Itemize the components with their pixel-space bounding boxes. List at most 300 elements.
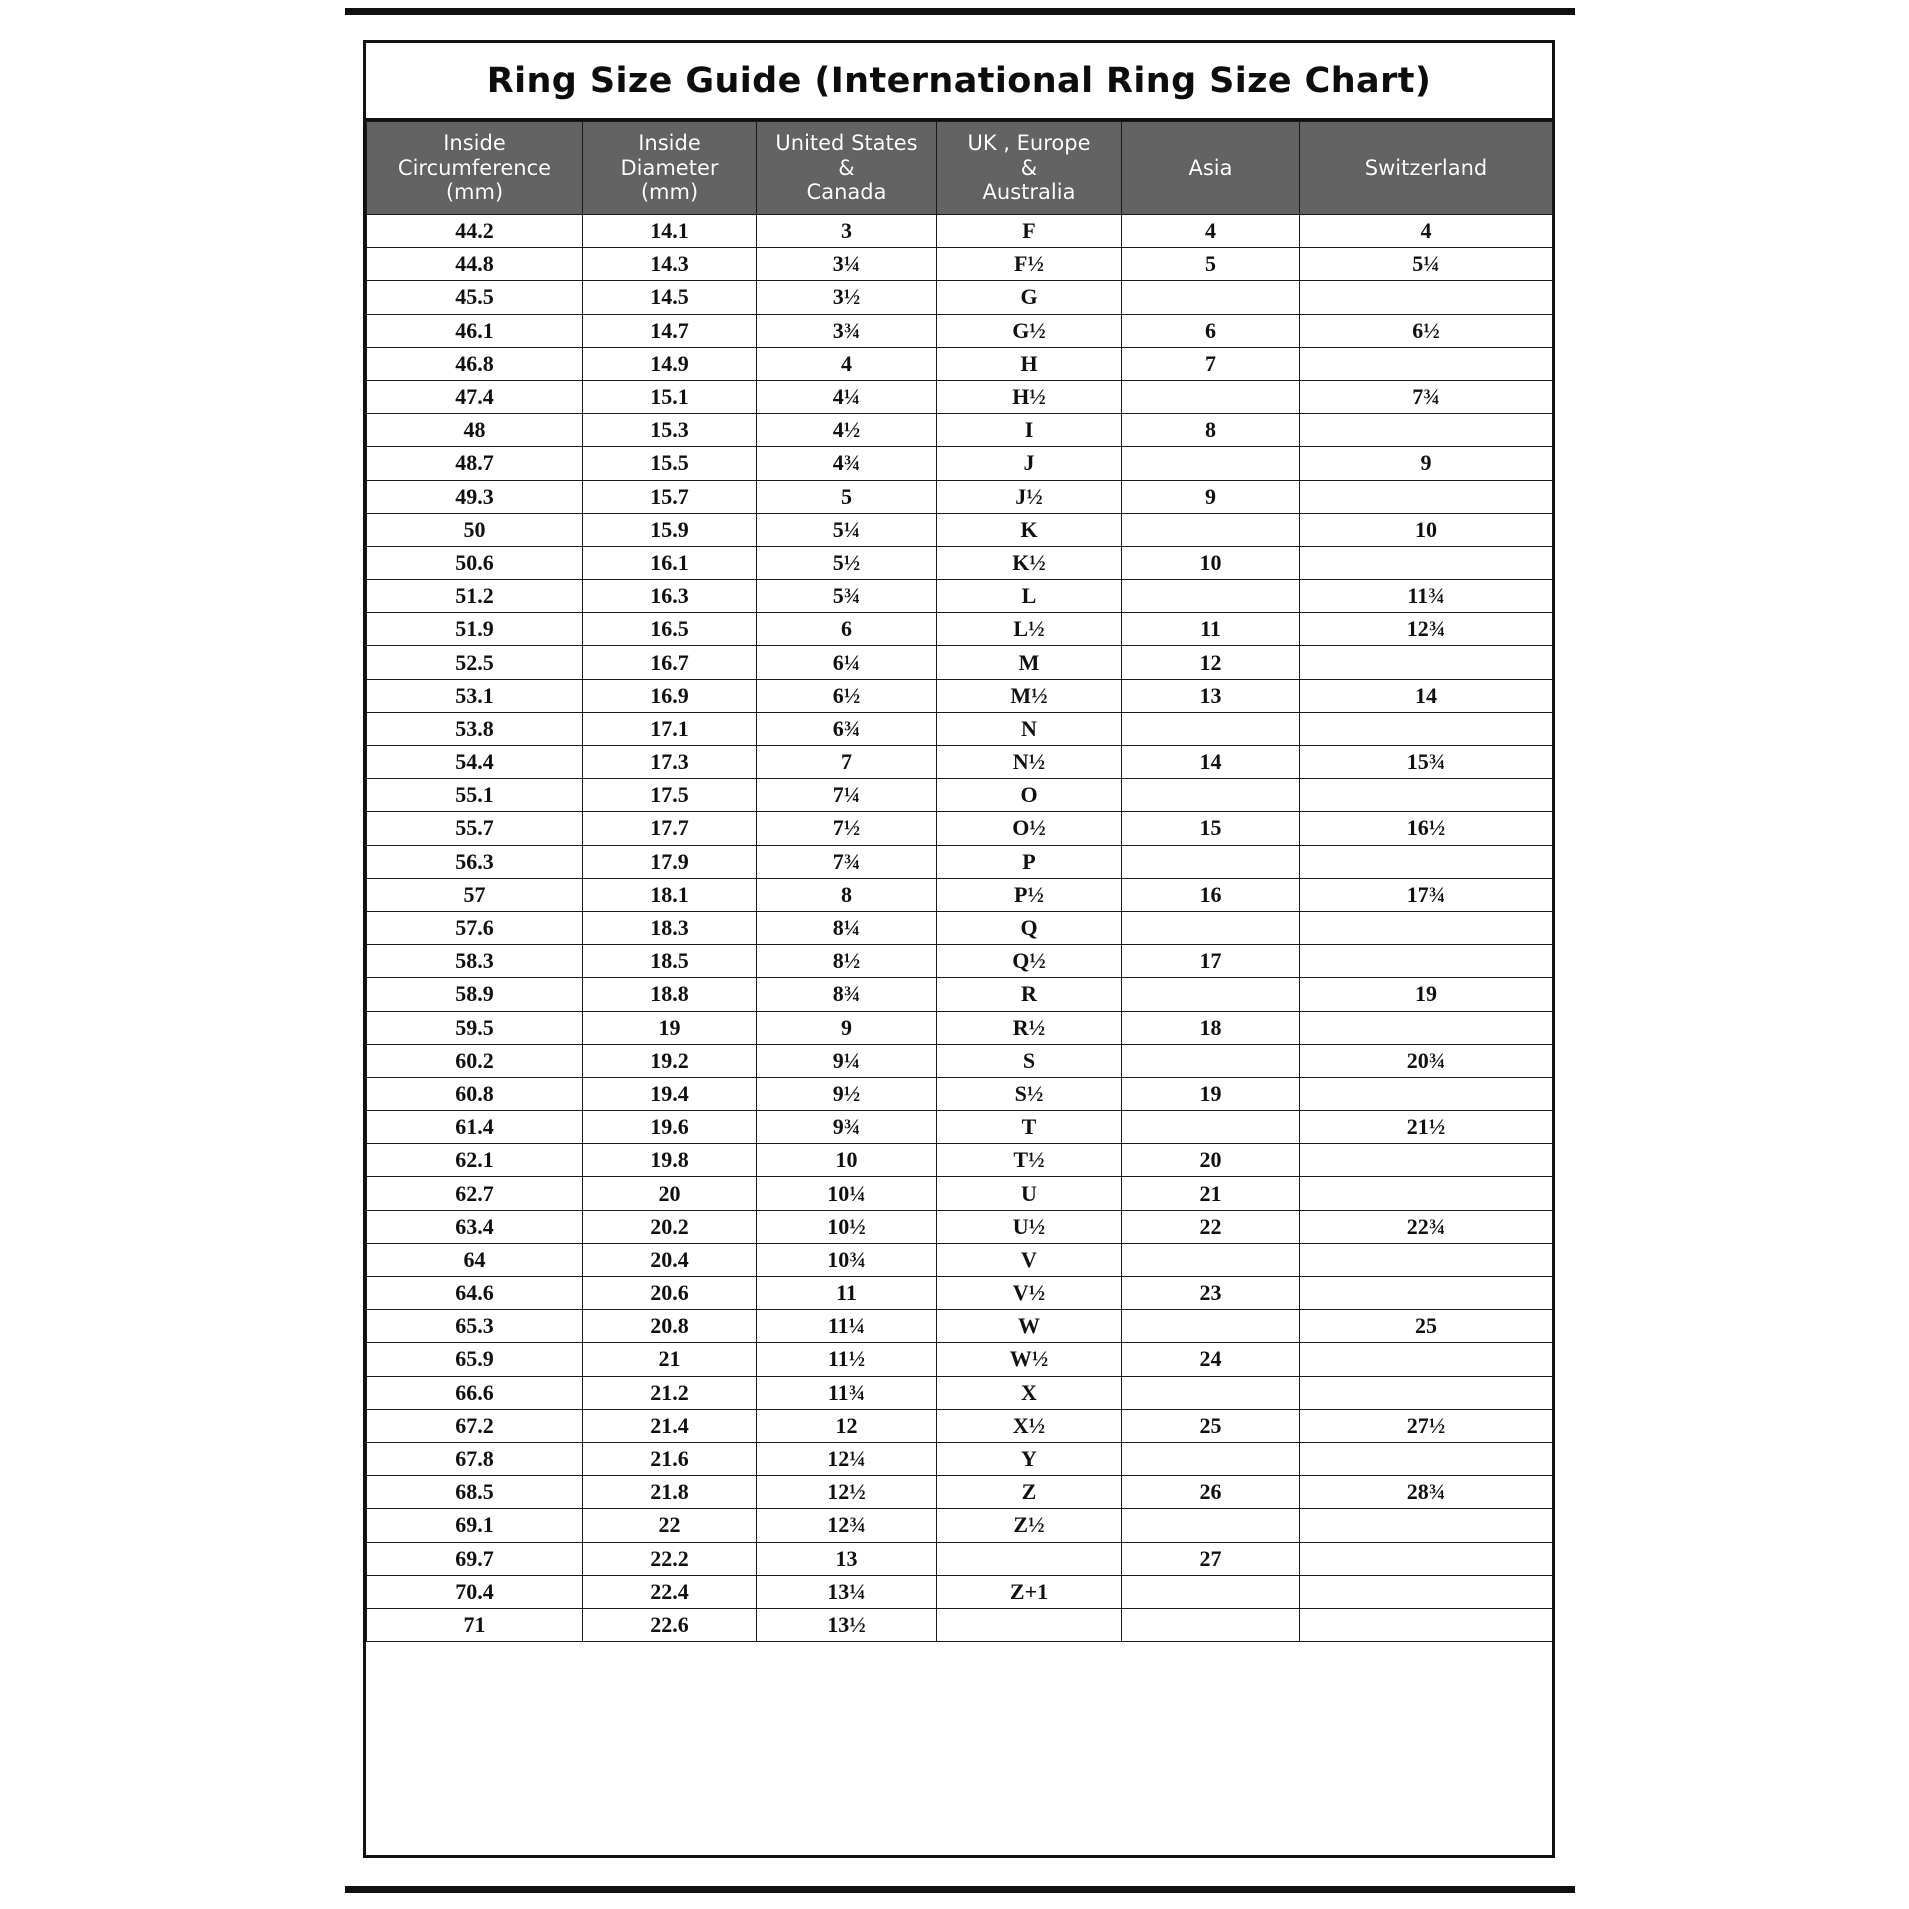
table-cell [1122,978,1300,1011]
table-cell: 21 [1122,1177,1300,1210]
table-row [367,712,1553,745]
table-cell: 55.7 [367,812,583,845]
table-cell [1122,580,1300,613]
table-cell: 16½ [1300,812,1553,845]
table-cell [1300,1077,1553,1110]
column-header-line: Australia [982,180,1076,205]
table-cell: 5¼ [757,513,937,546]
table-cell: 3 [757,215,937,248]
table-cell [1122,1509,1300,1542]
table-cell: 15¾ [1300,746,1553,779]
table-header [367,122,1553,215]
table-cell: 5½ [757,546,937,579]
column-header-5 [1300,122,1553,215]
table-row [367,1310,1553,1343]
table-cell [1122,1442,1300,1475]
table-row [367,215,1553,248]
table-cell [1300,480,1553,513]
table-cell: Z½ [937,1509,1122,1542]
table-cell: O [937,779,1122,812]
table-row [367,1210,1553,1243]
table-cell: 3½ [757,281,937,314]
table-cell [1122,1608,1300,1641]
table-cell [1122,513,1300,546]
table-cell: V [937,1243,1122,1276]
table-row [367,513,1553,546]
table-row [367,546,1553,579]
table-row [367,845,1553,878]
table-cell: 21.2 [583,1376,757,1409]
table-cell: 9 [1300,447,1553,480]
table-cell: 15.1 [583,380,757,413]
table-cell: K [937,513,1122,546]
column-header-line: Canada [806,180,887,205]
table-cell: 5 [757,480,937,513]
table-cell: 21.8 [583,1476,757,1509]
table-cell [1122,911,1300,944]
chart-frame [363,40,1555,1858]
table-cell: 25 [1122,1409,1300,1442]
table-row [367,1476,1553,1509]
table-cell: 18.8 [583,978,757,1011]
table-cell: 7¾ [757,845,937,878]
column-header-line: & [1020,155,1038,180]
table-cell: 19.4 [583,1077,757,1110]
table-cell: 4 [757,347,937,380]
table-cell [1122,447,1300,480]
column-header-1 [583,122,757,215]
table-cell: 14.9 [583,347,757,380]
table-cell [1122,712,1300,745]
table-cell [1122,1243,1300,1276]
table-cell: 21.4 [583,1409,757,1442]
table-cell: 14 [1300,679,1553,712]
table-cell: 20¾ [1300,1044,1553,1077]
table-cell: 17.1 [583,712,757,745]
table-cell: M½ [937,679,1122,712]
table-cell [1300,1011,1553,1044]
table-row [367,613,1553,646]
table-cell: 46.1 [367,314,583,347]
table-cell: 67.8 [367,1442,583,1475]
table-cell [1300,845,1553,878]
table-row [367,779,1553,812]
table-cell: 61.4 [367,1111,583,1144]
table-cell: 50 [367,513,583,546]
table-cell: 45.5 [367,281,583,314]
table-row [367,646,1553,679]
table-cell: 53.1 [367,679,583,712]
table-cell: 15.9 [583,513,757,546]
chart-title-bar [366,43,1552,121]
table-cell: 19 [1122,1077,1300,1110]
table-cell: 62.1 [367,1144,583,1177]
table-cell: 7¾ [1300,380,1553,413]
column-header-line: & [838,155,855,180]
table-cell: 20.8 [583,1310,757,1343]
table-cell: 22 [583,1509,757,1542]
table-cell: V½ [937,1277,1122,1310]
table-cell [1122,1575,1300,1608]
table-cell: 11¾ [757,1376,937,1409]
table-cell: F½ [937,248,1122,281]
table-cell: 13½ [757,1608,937,1641]
table-cell [1122,1111,1300,1144]
column-header-0 [367,122,583,215]
table-cell: 12¾ [757,1509,937,1542]
table-cell: 19 [1300,978,1553,1011]
table-cell: 5¾ [757,580,937,613]
table-cell: F [937,215,1122,248]
table-cell: 14 [1122,746,1300,779]
table-cell: 8¼ [757,911,937,944]
table-cell: 6¼ [757,646,937,679]
table-cell [1122,281,1300,314]
table-cell: 58.3 [367,945,583,978]
table-cell: 6¾ [757,712,937,745]
table-cell: 16.7 [583,646,757,679]
table-cell: 22.2 [583,1542,757,1575]
table-cell: R [937,978,1122,1011]
table-cell [1300,414,1553,447]
table-cell: 66.6 [367,1376,583,1409]
table-cell: 22.6 [583,1608,757,1641]
table-cell [1300,1608,1553,1641]
table-cell: 19.6 [583,1111,757,1144]
table-cell: 22.4 [583,1575,757,1608]
table-cell: U [937,1177,1122,1210]
table-cell: Z+1 [937,1575,1122,1608]
table-cell: 27½ [1300,1409,1553,1442]
table-cell [937,1542,1122,1575]
table-row [367,1343,1553,1376]
table-cell: 15.3 [583,414,757,447]
table-cell: 9 [1122,480,1300,513]
table-cell: 8 [757,878,937,911]
table-row [367,580,1553,613]
table-cell: 69.1 [367,1509,583,1542]
table-cell: 16.3 [583,580,757,613]
table-cell: W½ [937,1343,1122,1376]
table-cell: 7 [757,746,937,779]
table-row [367,347,1553,380]
table-cell: 56.3 [367,845,583,878]
table-cell: G [937,281,1122,314]
table-cell: L½ [937,613,1122,646]
table-row [367,1575,1553,1608]
table-cell: 18 [1122,1011,1300,1044]
table-cell: 3¾ [757,314,937,347]
bottom-rule [345,1886,1575,1893]
table-cell: 22¾ [1300,1210,1553,1243]
table-row [367,281,1553,314]
table-cell: 17¾ [1300,878,1553,911]
table-row [367,878,1553,911]
table-cell: 22 [1122,1210,1300,1243]
column-header-line: Circumference [397,155,552,180]
table-cell: K½ [937,546,1122,579]
table-cell: 15.5 [583,447,757,480]
table-cell: 55.1 [367,779,583,812]
table-row [367,1111,1553,1144]
table-cell: 11¼ [757,1310,937,1343]
table-row [367,480,1553,513]
table-row [367,1376,1553,1409]
table-cell [1300,281,1553,314]
table-cell: 14.7 [583,314,757,347]
table-cell: 4 [1122,215,1300,248]
table-cell: 70.4 [367,1575,583,1608]
table-cell: 65.9 [367,1343,583,1376]
table-cell: 8¾ [757,978,937,1011]
table-cell: 7¼ [757,779,937,812]
table-row [367,1044,1553,1077]
table-cell [1300,1542,1553,1575]
table-cell: 12 [757,1409,937,1442]
table-cell: S [937,1044,1122,1077]
table-cell: 63.4 [367,1210,583,1243]
table-cell [1122,1376,1300,1409]
table-cell [1122,1310,1300,1343]
table-row [367,911,1553,944]
table-row [367,447,1553,480]
table-cell: 11¾ [1300,580,1553,613]
column-header-line: United States [775,130,918,155]
table-cell: L [937,580,1122,613]
table-cell: 15 [1122,812,1300,845]
table-cell: 14.5 [583,281,757,314]
table-cell: 16.9 [583,679,757,712]
table-cell: P [937,845,1122,878]
table-cell: 69.7 [367,1542,583,1575]
table-cell [1300,1509,1553,1542]
table-cell: 47.4 [367,380,583,413]
top-rule [345,8,1575,15]
table-row [367,1011,1553,1044]
table-row [367,1277,1553,1310]
table-cell: 6½ [757,679,937,712]
table-cell: U½ [937,1210,1122,1243]
table-cell: R½ [937,1011,1122,1044]
table-row [367,978,1553,1011]
table-cell: 21½ [1300,1111,1553,1144]
table-cell [1300,712,1553,745]
table-cell: 23 [1122,1277,1300,1310]
table-cell: 9 [757,1011,937,1044]
table-cell [1300,1376,1553,1409]
table-cell: 20.2 [583,1210,757,1243]
column-header-line: (mm) [640,180,699,205]
table-cell: 64 [367,1243,583,1276]
table-row [367,380,1553,413]
table-cell: 60.2 [367,1044,583,1077]
table-cell: 57.6 [367,911,583,944]
table-cell [1300,1177,1553,1210]
table-row [367,1177,1553,1210]
table-cell: T½ [937,1144,1122,1177]
table-cell: 6 [1122,314,1300,347]
table-cell [1300,1277,1553,1310]
table-cell: N [937,712,1122,745]
table-cell: 20 [583,1177,757,1210]
table-cell: 21 [583,1343,757,1376]
table-cell: 17.9 [583,845,757,878]
table-cell: 10¾ [757,1243,937,1276]
page-title: Ring Size Guide (International Ring Size Chart) [486,60,1432,101]
table-cell: 17.3 [583,746,757,779]
column-header-line: Diameter [620,155,719,180]
table-cell: 4¼ [757,380,937,413]
table-cell: 60.8 [367,1077,583,1110]
column-header-3 [937,122,1122,215]
table-cell: 12½ [757,1476,937,1509]
table-cell: 13¼ [757,1575,937,1608]
column-header-line: Switzerland [1364,155,1488,180]
table-row [367,248,1553,281]
table-cell: 6½ [1300,314,1553,347]
table-cell: 10¼ [757,1177,937,1210]
table-cell: W [937,1310,1122,1343]
table-cell: 9½ [757,1077,937,1110]
table-header-row [367,122,1553,215]
table-cell: 4¾ [757,447,937,480]
table-cell: 17.5 [583,779,757,812]
table-cell: I [937,414,1122,447]
table-cell [1122,1044,1300,1077]
table-cell: 9¼ [757,1044,937,1077]
table-row [367,746,1553,779]
table-row [367,679,1553,712]
table-cell: 3¼ [757,248,937,281]
table-row [367,1144,1553,1177]
table-cell: 58.9 [367,978,583,1011]
table-cell: 19.2 [583,1044,757,1077]
table-cell: 12 [1122,646,1300,679]
table-cell: 10 [1122,546,1300,579]
table-cell: 13 [1122,679,1300,712]
column-header-2 [757,122,937,215]
table-cell [1122,380,1300,413]
table-cell: O½ [937,812,1122,845]
column-header-line: (mm) [445,180,504,205]
table-cell: 5 [1122,248,1300,281]
table-cell: 52.5 [367,646,583,679]
table-cell: 5¼ [1300,248,1553,281]
table-row [367,1442,1553,1475]
table-cell [937,1608,1122,1641]
table-cell: 11½ [757,1343,937,1376]
table-row [367,945,1553,978]
table-cell: 15.7 [583,480,757,513]
table-cell: 51.9 [367,613,583,646]
table-cell: 28¾ [1300,1476,1553,1509]
table-cell: 71 [367,1608,583,1641]
table-cell: 44.8 [367,248,583,281]
scanned-sheet [345,8,1575,1893]
table-cell: 46.8 [367,347,583,380]
table-cell [1300,546,1553,579]
table-cell: 68.5 [367,1476,583,1509]
table-cell [1122,779,1300,812]
table-cell: 54.4 [367,746,583,779]
table-cell: H [937,347,1122,380]
table-cell: 20.6 [583,1277,757,1310]
table-cell: 21.6 [583,1442,757,1475]
column-header-4 [1122,122,1300,215]
ring-size-table [366,121,1553,1642]
table-cell: 10 [757,1144,937,1177]
table-cell: 20 [1122,1144,1300,1177]
table-cell: 7 [1122,347,1300,380]
table-cell: Z [937,1476,1122,1509]
table-cell: X [937,1376,1122,1409]
table-cell: 19.8 [583,1144,757,1177]
table-cell: 20.4 [583,1243,757,1276]
table-cell [1300,1442,1553,1475]
table-cell: 16.5 [583,613,757,646]
table-cell: J½ [937,480,1122,513]
table-row [367,1509,1553,1542]
table-cell: 12¼ [757,1442,937,1475]
table-row [367,1608,1553,1641]
table-cell: 48.7 [367,447,583,480]
column-header-line: Inside [638,130,701,155]
table-cell: 67.2 [367,1409,583,1442]
table-cell [1300,1144,1553,1177]
table-cell: 4½ [757,414,937,447]
table-cell: 50.6 [367,546,583,579]
table-cell [1300,945,1553,978]
table-cell: 12¾ [1300,613,1553,646]
table-cell: 11 [757,1277,937,1310]
table-cell: J [937,447,1122,480]
table-cell: 8 [1122,414,1300,447]
table-cell: 53.8 [367,712,583,745]
table-row [367,314,1553,347]
table-cell: 10½ [757,1210,937,1243]
table-cell: H½ [937,380,1122,413]
table-cell: 18.1 [583,878,757,911]
table-cell [1300,646,1553,679]
table-cell: 16 [1122,878,1300,911]
table-row [367,1243,1553,1276]
table-cell [1300,1343,1553,1376]
table-cell [1300,1575,1553,1608]
table-cell: 18.3 [583,911,757,944]
table-cell: 7½ [757,812,937,845]
table-cell: 64.6 [367,1277,583,1310]
table-cell: Y [937,1442,1122,1475]
table-cell: Q½ [937,945,1122,978]
table-cell: G½ [937,314,1122,347]
table-cell: 26 [1122,1476,1300,1509]
table-cell: N½ [937,746,1122,779]
column-header-line: UK , Europe [967,130,1091,155]
table-cell: 14.1 [583,215,757,248]
table-cell: X½ [937,1409,1122,1442]
table-cell: 14.3 [583,248,757,281]
table-cell: 13 [757,1542,937,1575]
table-cell: T [937,1111,1122,1144]
table-cell: 9¾ [757,1111,937,1144]
table-cell: 4 [1300,215,1553,248]
table-cell: 17.7 [583,812,757,845]
table-cell: 6 [757,613,937,646]
table-row [367,1409,1553,1442]
table-cell: 48 [367,414,583,447]
table-row [367,1542,1553,1575]
table-cell: 16.1 [583,546,757,579]
